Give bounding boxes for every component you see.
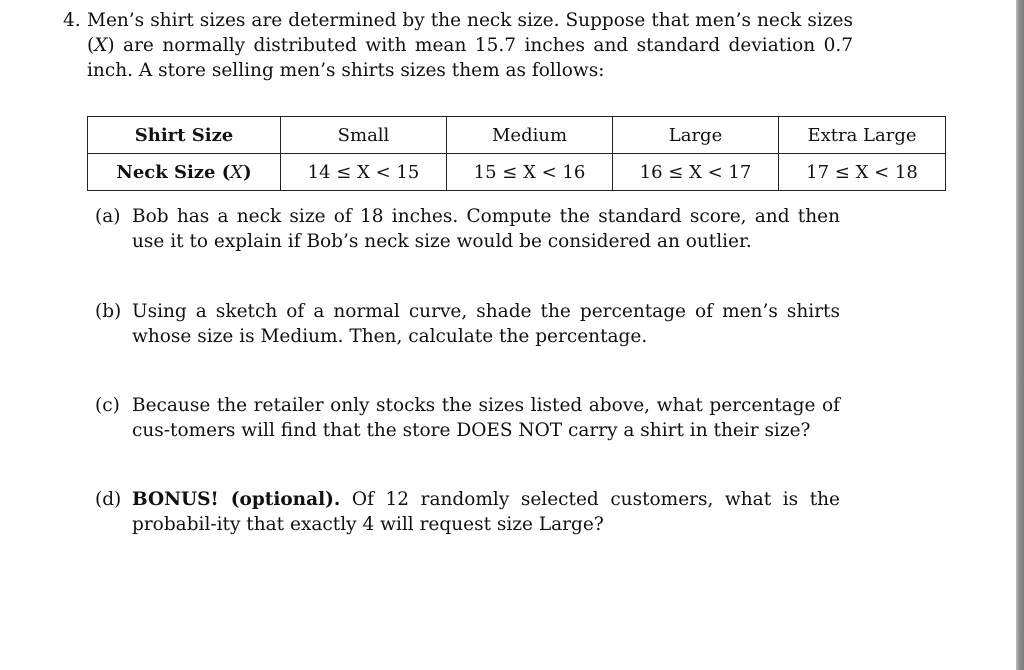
part-c-text: Because the retailer only stocks the sizes listed above, what percentage of cus-tomers will find that the store DOES NOT carry a shirt in their size? [132, 395, 840, 441]
cell-small: Small [281, 117, 447, 154]
problem-statement [87, 8, 853, 83]
part-d-label: (d) [95, 489, 122, 510]
part-c-label: (c) [95, 395, 120, 416]
part-d [95, 487, 840, 537]
problem-intro [63, 8, 853, 83]
variable-x: X [94, 35, 108, 56]
row-header-shirt-size: Shirt Size [88, 117, 281, 154]
cell-range-medium: 15 ≤ X < 16 [447, 154, 613, 191]
cell-range-small: 14 ≤ X < 15 [281, 154, 447, 191]
table-row-neck-size [88, 154, 946, 191]
part-a-text: Bob has a neck size of 18 inches. Compute the standard score, and then use it to explain if Bob’s neck size would be considered an outlier. [132, 206, 840, 252]
cell-medium: Medium [447, 117, 613, 154]
part-b-text: Using a sketch of a normal curve, shade the percentage of men’s shirts whose size is Medium. Then, calculate the percentage. [132, 301, 840, 347]
cell-large: Large [613, 117, 779, 154]
problem-number: 4. [63, 10, 81, 31]
neck-size-label-close: ) [243, 161, 252, 183]
problem-4 [63, 8, 853, 83]
cell-range-large: 16 ≤ X < 17 [613, 154, 779, 191]
neck-size-variable: X [230, 161, 244, 183]
part-d-text [132, 487, 840, 537]
bonus-label: BONUS! (optional). [132, 489, 341, 510]
row-header-neck-size [88, 154, 281, 191]
part-c [95, 393, 840, 443]
table-row-shirt-size [88, 117, 946, 154]
part-b-label: (b) [95, 301, 122, 322]
problem-statement-part-2: ) are normally distributed with mean 15.7 inches and standard deviation 0.7 inch. A store selling men’s shirts sizes them as follows: [87, 35, 853, 81]
part-a-label: (a) [95, 206, 121, 227]
part-d-question: Of 12 randomly selected customers, what is the probabil-ity that exactly 4 will request size Large? [132, 489, 840, 535]
cell-range-extra-large: 17 ≤ X < 18 [779, 154, 946, 191]
cell-extra-large: Extra Large [779, 117, 946, 154]
part-b [95, 299, 840, 349]
part-a [95, 204, 840, 254]
neck-size-label: Neck Size ( [116, 161, 231, 183]
size-table [87, 116, 945, 191]
page-edge-scrollbar [1016, 0, 1024, 670]
problem-statement-part-1: Men’s shirt sizes are determined by the neck size. Suppose that men’s neck sizes ( [87, 10, 853, 56]
